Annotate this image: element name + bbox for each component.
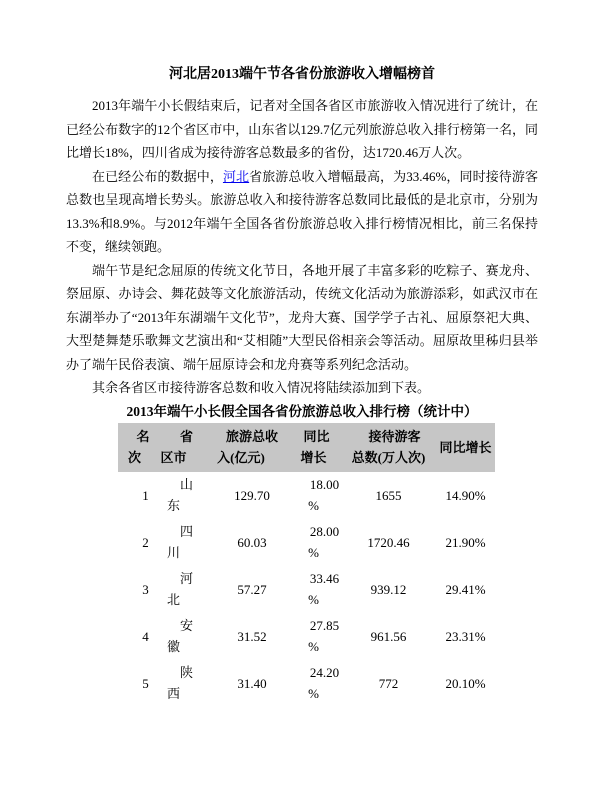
cell-visitors: 939.12 [370,581,407,597]
cell-visitors: 772 [378,675,399,691]
hebei-link[interactable]: 河北 [222,168,250,184]
cell-visitor-growth: 14.90% [445,487,486,503]
paragraph-2-text-after: 省旅游总收入增幅最高，为33.46%，同时接待游客总数也呈现高增长势头。旅游总收入和接待游客总数同比最低的是北京市，分别为13.3%和8.9%。与2012年端午全国各省份旅游总收入排行榜情况相比，前三名保持不变，继续领跑。 [66,168,538,254]
cell-visitor-growth: 29.41% [445,581,486,597]
table-title: 2013年端午小长假全国各省份旅游总收入排行榜（统计中） [126,403,478,419]
cell-growth: 28.00 % [308,524,340,560]
header-province: 省 区市 [160,429,193,465]
header-visitor-growth: 同比增长 [439,439,492,455]
header-growth: 同比 增长 [300,429,330,465]
paragraph-intro: 2013年端午小长假结束后，记者对全国各省区市旅游收入情况进行了统计，在已经公布数字的12个省区市中，山东省以129.7亿元列旅游总收入排行榜第一名，同比增长18%，四川省成为接待游客总数最多的省份，达1720.46万人次。 [66,98,538,160]
cell-province: 河 北 [166,571,193,607]
table-row [118,566,495,613]
cell-province: 四 川 [166,524,193,560]
cell-province: 陕 西 [166,665,193,701]
paragraph-festival-activities: 端午节是纪念屈原的传统文化节日，各地开展了丰富多彩的吃粽子、赛龙舟、祭屈原、办诗会、舞花鼓等文化旅游活动，传统文化活动为旅游添彩，如武汉市在东湖举办了“2013年东湖端午文化节”，龙舟大赛、国学学子古礼、屈原祭祀大典、大型楚舞楚乐歌舞文艺演出和“艾相随”大型民俗相亲会等活动。屈原故里秭归县举办了端午民俗表演、端午屈原诗会和龙舟赛等系列纪念活动。 [66,262,538,372]
cell-revenue: 31.52 [237,628,267,644]
table-row [118,472,495,519]
cell-rank: 1 [142,487,149,503]
cell-revenue: 31.40 [237,675,267,691]
cell-visitor-growth: 23.31% [445,628,486,644]
paragraph-2-text-before: 在已经公布的数据中， [92,168,223,184]
cell-revenue: 60.03 [237,534,267,550]
cell-rank: 4 [142,628,149,644]
table-row [118,660,495,707]
cell-rank: 2 [142,534,149,550]
header-rank: 名 次 [127,429,150,465]
table-row [118,519,495,566]
cell-visitor-growth: 20.10% [445,675,486,691]
table-header-row [118,423,495,472]
cell-visitors: 1720.46 [367,534,410,550]
table-row [118,613,495,660]
paragraph-table-note: 其余各省区市接待游客总数和收入情况将陆续添加到下表。 [92,380,431,395]
cell-province: 安 徽 [166,618,193,654]
paragraph-data-summary [66,165,538,259]
cell-revenue: 129.70 [234,487,270,503]
cell-revenue: 57.27 [237,581,267,597]
cell-growth: 24.20 % [308,665,340,701]
document-title: 河北居2013端午节各省份旅游收入增幅榜首 [169,67,435,82]
header-visitors: 接待游客 总数(万人次) [351,429,426,465]
cell-growth: 27.85 % [308,618,340,654]
cell-growth: 18.00 % [308,477,340,513]
ranking-table [118,423,495,707]
cell-growth: 33.46 % [308,571,340,607]
cell-province: 山 东 [166,477,193,513]
header-revenue: 旅游总收 入(亿元) [217,429,278,465]
cell-visitors: 1655 [375,487,402,503]
cell-rank: 3 [142,581,149,597]
cell-visitors: 961.56 [370,628,407,644]
cell-visitor-growth: 21.90% [445,534,486,550]
cell-rank: 5 [142,675,149,691]
